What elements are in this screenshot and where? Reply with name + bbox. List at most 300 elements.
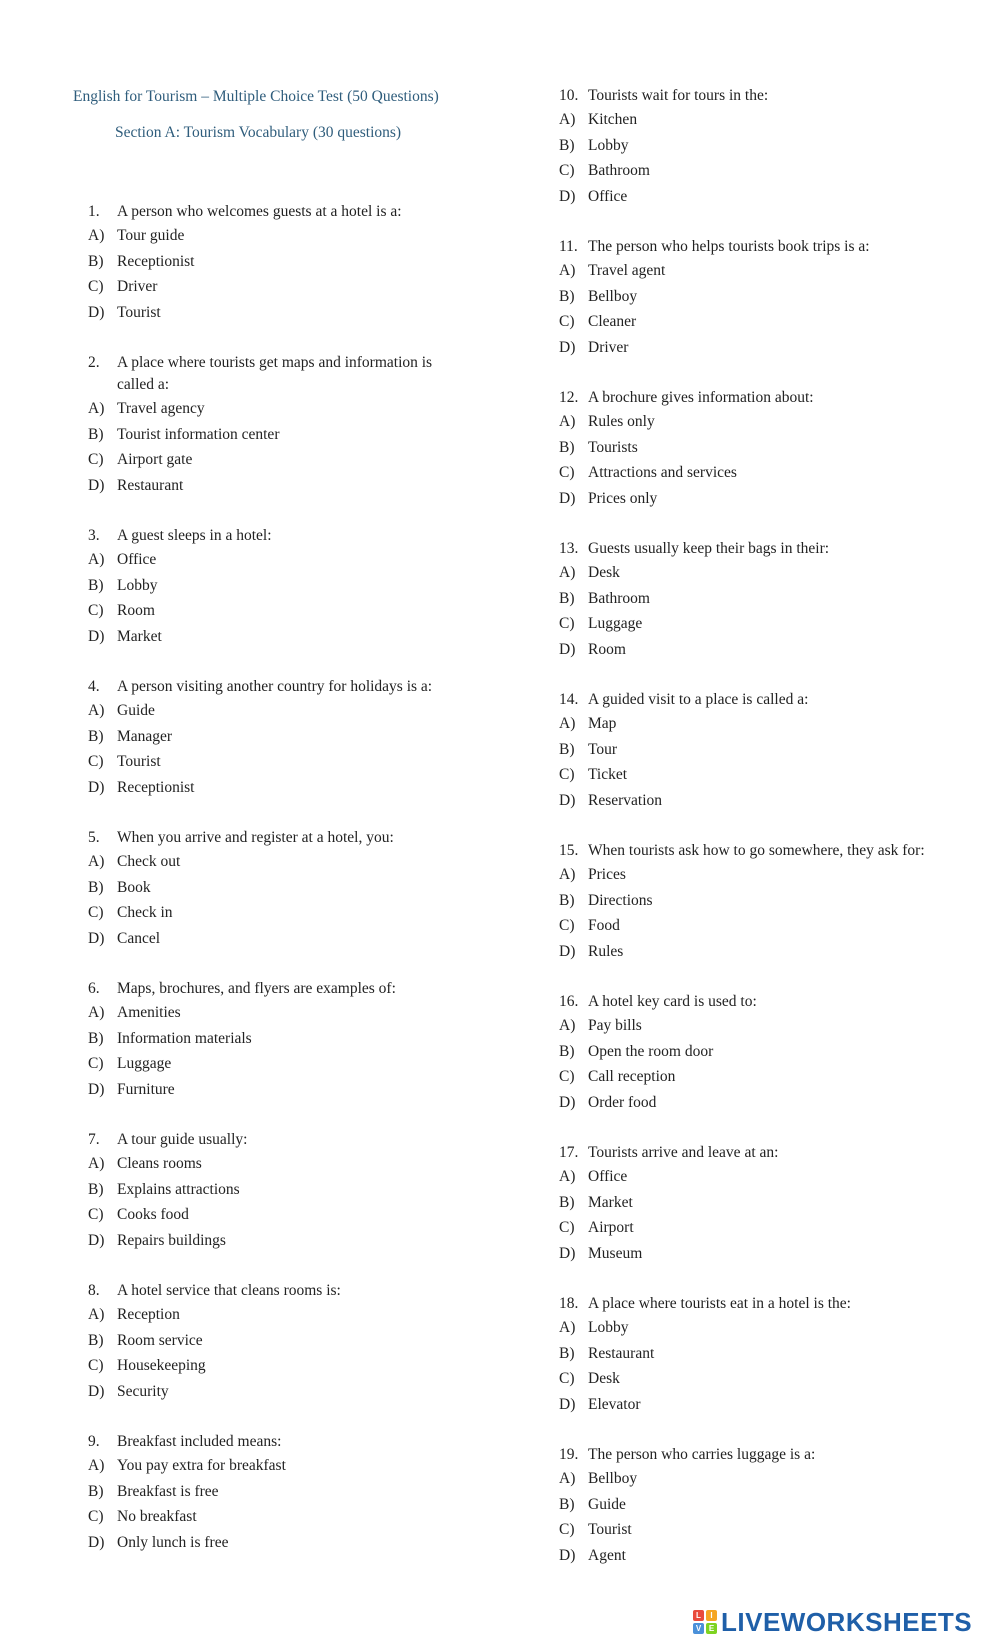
answer-option[interactable] [559, 1190, 969, 1216]
answer-option[interactable] [559, 1039, 969, 1065]
option-letter: D) [88, 303, 105, 321]
answer-option[interactable] [559, 560, 969, 586]
option-text: Information materials [117, 1029, 252, 1047]
answer-option[interactable] [88, 1302, 468, 1328]
answer-option[interactable] [88, 875, 468, 901]
option-text: Only lunch is free [117, 1533, 229, 1551]
answer-option[interactable] [88, 547, 468, 573]
answer-option[interactable] [88, 249, 468, 275]
option-text: Agent [588, 1546, 626, 1564]
answer-option[interactable] [88, 1228, 468, 1254]
answer-option[interactable] [88, 274, 468, 300]
question-item [559, 1444, 969, 1568]
option-text: Tourist [117, 303, 161, 321]
option-text: Bathroom [588, 162, 650, 179]
option-text: Security [117, 1382, 169, 1400]
option-letter: C) [559, 1219, 575, 1236]
answer-option[interactable] [88, 1379, 468, 1405]
question-text: Breakfast included means: [117, 1433, 282, 1450]
option-text: Lobby [588, 1319, 629, 1336]
question-item [559, 236, 969, 360]
answer-option[interactable] [559, 1090, 969, 1116]
option-text: Housekeeping [117, 1357, 206, 1374]
option-text: Tourist information center [117, 425, 280, 443]
option-text: Book [117, 878, 151, 896]
question-number: 13. [559, 540, 579, 557]
page-title: English for Tourism – Multiple Choice Test (50 Questions) [73, 88, 439, 105]
option-text: Guide [588, 1495, 626, 1513]
option-letter: C) [88, 1508, 104, 1525]
question-stem [88, 827, 468, 849]
question-item [88, 352, 468, 498]
option-text: Tour guide [117, 227, 185, 244]
answer-option[interactable] [88, 849, 468, 875]
option-letter: A) [559, 564, 576, 581]
question-stem [88, 1129, 468, 1151]
option-letter: B) [559, 438, 575, 456]
option-text: Cancel [117, 929, 161, 947]
question-stem [88, 352, 468, 396]
option-text: Luggage [117, 1055, 172, 1072]
option-text: Tour [588, 740, 618, 758]
option-letter: C) [88, 753, 104, 770]
answer-option[interactable] [559, 1315, 969, 1341]
question-item [88, 1280, 468, 1404]
answer-option[interactable] [559, 1241, 969, 1267]
answer-option[interactable] [559, 335, 969, 361]
option-text: Elevator [588, 1395, 641, 1413]
option-text: Pay bills [588, 1017, 642, 1034]
question-item [559, 387, 969, 511]
question-number: 8. [88, 1282, 100, 1299]
option-letter: D) [559, 1244, 576, 1262]
answer-option[interactable] [559, 133, 969, 159]
answer-option[interactable] [88, 1151, 468, 1177]
answer-option[interactable] [559, 409, 969, 435]
option-letter: C) [559, 766, 575, 783]
option-text: Restaurant [117, 476, 184, 494]
question-text: A person visiting another country for holidays is a: [117, 678, 433, 695]
answer-option[interactable] [559, 888, 969, 914]
question-number: 12. [559, 389, 579, 406]
answer-option[interactable] [88, 724, 468, 750]
option-letter: B) [559, 136, 575, 154]
question-number: 18. [559, 1295, 579, 1312]
left-column [88, 201, 468, 1582]
question-stem [559, 1444, 969, 1466]
option-letter: C) [88, 1357, 104, 1374]
question-stem [559, 236, 969, 258]
option-letter: B) [88, 878, 104, 896]
option-letter: D) [88, 1533, 105, 1551]
option-letter: D) [88, 1382, 105, 1400]
answer-option[interactable] [88, 1353, 468, 1379]
question-item [559, 1293, 969, 1417]
option-text: Tourists [588, 438, 638, 456]
option-letter: A) [559, 1168, 576, 1185]
option-text: Bathroom [588, 589, 650, 607]
question-stem [559, 85, 969, 107]
question-text: Tourists wait for tours in the: [588, 87, 769, 104]
option-text: Market [588, 1193, 633, 1211]
option-letter: B) [559, 1344, 575, 1362]
option-letter: A) [559, 111, 576, 128]
answer-option[interactable] [88, 1328, 468, 1354]
question-item [559, 1142, 969, 1266]
option-letter: A) [88, 702, 105, 719]
option-letter: D) [88, 778, 105, 796]
option-text: Bellboy [588, 287, 638, 305]
option-text: Order food [588, 1093, 657, 1111]
question-stem [88, 1431, 468, 1453]
answer-option[interactable] [559, 788, 969, 814]
option-letter: B) [88, 1482, 104, 1500]
option-text: Breakfast is free [117, 1482, 219, 1500]
option-letter: D) [559, 1546, 576, 1564]
option-letter: D) [88, 476, 105, 494]
question-text: A guest sleeps in a hotel: [117, 527, 272, 544]
answer-option[interactable] [559, 762, 969, 788]
option-text: Reception [117, 1306, 180, 1323]
question-stem [88, 1280, 468, 1302]
question-item [88, 201, 468, 325]
option-letter: C) [559, 917, 575, 934]
option-letter: B) [559, 589, 575, 607]
option-letter: B) [88, 1180, 104, 1198]
question-number: 10. [559, 87, 579, 104]
answer-option[interactable] [559, 1492, 969, 1518]
option-letter: A) [559, 866, 576, 883]
option-letter: D) [559, 338, 576, 356]
question-stem [88, 201, 468, 223]
option-letter: A) [88, 1306, 105, 1323]
question-text: When you arrive and register at a hotel, you: [117, 829, 394, 846]
option-letter: B) [559, 740, 575, 758]
option-letter: A) [88, 1155, 105, 1172]
answer-option[interactable] [88, 1453, 468, 1479]
answer-option[interactable] [559, 258, 969, 284]
option-text: Travel agency [117, 400, 205, 417]
option-letter: D) [559, 942, 576, 960]
answer-option[interactable] [88, 1051, 468, 1077]
question-text: A place where tourists get maps and information is called a: [117, 354, 433, 393]
option-letter: C) [559, 162, 575, 179]
answer-option[interactable] [559, 1013, 969, 1039]
question-text: A brochure gives information about: [588, 389, 814, 406]
question-text: Maps, brochures, and flyers are examples of: [117, 980, 396, 997]
question-item [88, 1431, 468, 1555]
answer-option[interactable] [88, 749, 468, 775]
option-letter: A) [88, 1457, 105, 1474]
answer-option[interactable] [559, 1392, 969, 1418]
question-item [559, 85, 969, 209]
liveworksheets-logo[interactable] [693, 1606, 972, 1638]
option-letter: B) [559, 1495, 575, 1513]
question-number: 11. [559, 238, 578, 255]
option-letter: A) [559, 1470, 576, 1487]
question-text: A tour guide usually: [117, 1131, 248, 1148]
option-text: Office [117, 551, 157, 568]
answer-option[interactable] [559, 586, 969, 612]
option-text: Desk [588, 1370, 620, 1387]
answer-option[interactable] [88, 473, 468, 499]
answer-option[interactable] [88, 223, 468, 249]
section-title: Section A: Tourism Vocabulary (30 questions) [115, 124, 402, 141]
answer-option[interactable] [88, 300, 468, 326]
option-text: Manager [117, 727, 173, 745]
option-text: Receptionist [117, 778, 195, 796]
option-text: Rules [588, 942, 624, 960]
option-letter: D) [559, 791, 576, 809]
option-text: Driver [117, 278, 158, 295]
option-text: Market [117, 627, 162, 645]
question-stem [559, 840, 969, 862]
option-text: Lobby [117, 576, 158, 594]
option-letter: B) [88, 576, 104, 594]
question-item [88, 525, 468, 649]
logo-icon [693, 1610, 717, 1634]
logo-square: E [706, 1623, 717, 1634]
question-number: 7. [88, 1131, 100, 1148]
answer-option[interactable] [559, 309, 969, 335]
question-stem [559, 689, 969, 711]
answer-option[interactable] [559, 486, 969, 512]
question-number: 15. [559, 842, 579, 859]
option-letter: B) [88, 1331, 104, 1349]
option-letter: C) [559, 1370, 575, 1387]
option-text: Furniture [117, 1080, 175, 1098]
answer-option[interactable] [88, 624, 468, 650]
answer-option[interactable] [559, 711, 969, 737]
option-letter: D) [88, 929, 105, 947]
option-letter: B) [559, 891, 575, 909]
question-text: The person who carries luggage is a: [588, 1446, 816, 1463]
option-letter: C) [88, 278, 104, 295]
question-number: 4. [88, 678, 100, 695]
answer-option[interactable] [88, 573, 468, 599]
answer-option[interactable] [88, 1000, 468, 1026]
answer-option[interactable] [559, 862, 969, 888]
question-item [559, 538, 969, 662]
option-text: Repairs buildings [117, 1231, 226, 1249]
answer-option[interactable] [559, 939, 969, 965]
option-text: Cleans rooms [117, 1155, 202, 1172]
answer-option[interactable] [88, 1530, 468, 1556]
option-letter: C) [559, 1521, 575, 1538]
question-number: 16. [559, 993, 579, 1010]
question-item [88, 676, 468, 800]
question-number: 1. [88, 203, 100, 220]
option-letter: A) [559, 413, 576, 430]
option-letter: A) [88, 1004, 105, 1021]
option-text: Airport [588, 1219, 634, 1236]
option-text: Ticket [588, 766, 628, 783]
option-text: Room [117, 602, 155, 619]
answer-option[interactable] [559, 1466, 969, 1492]
question-text: A place where tourists eat in a hotel is the: [588, 1295, 851, 1312]
question-number: 17. [559, 1144, 579, 1161]
answer-option[interactable] [559, 158, 969, 184]
option-text: Bellboy [588, 1470, 638, 1487]
answer-option[interactable] [559, 1543, 969, 1569]
answer-option[interactable] [88, 396, 468, 422]
question-number: 6. [88, 980, 100, 997]
question-stem [559, 1293, 969, 1315]
option-letter: A) [559, 262, 576, 279]
option-text: Rules only [588, 413, 655, 430]
option-text: Receptionist [117, 252, 195, 270]
option-letter: A) [88, 227, 105, 244]
option-text: Driver [588, 338, 629, 356]
logo-square: L [693, 1610, 704, 1621]
option-text: Open the room door [588, 1042, 714, 1060]
option-letter: B) [88, 252, 104, 270]
question-number: 3. [88, 527, 100, 544]
option-text: Cooks food [117, 1206, 189, 1223]
question-text: A person who welcomes guests at a hotel is a: [117, 203, 402, 220]
answer-option[interactable] [88, 447, 468, 473]
option-text: Call reception [588, 1068, 676, 1085]
question-stem [559, 991, 969, 1013]
answer-option[interactable] [88, 1177, 468, 1203]
answer-option[interactable] [88, 900, 468, 926]
option-letter: C) [88, 1055, 104, 1072]
option-text: Restaurant [588, 1344, 655, 1362]
option-letter: A) [559, 715, 576, 732]
answer-option[interactable] [559, 913, 969, 939]
question-text: Tourists arrive and leave at an: [588, 1144, 779, 1161]
question-text: The person who helps tourists book trips is a: [588, 238, 870, 255]
option-text: Museum [588, 1244, 643, 1262]
option-letter: D) [559, 1093, 576, 1111]
option-text: Food [588, 917, 620, 934]
question-number: 5. [88, 829, 100, 846]
answer-option[interactable] [559, 284, 969, 310]
option-letter: A) [88, 853, 105, 870]
option-text: Guide [117, 702, 155, 719]
option-letter: D) [88, 1080, 105, 1098]
answer-option[interactable] [559, 184, 969, 210]
question-text: When tourists ask how to go somewhere, they ask for: [588, 842, 925, 859]
option-text: Reservation [588, 791, 663, 809]
answer-option[interactable] [559, 637, 969, 663]
option-text: Airport gate [117, 451, 193, 468]
option-letter: B) [559, 1042, 575, 1060]
answer-option[interactable] [559, 460, 969, 486]
question-item [88, 827, 468, 951]
option-text: Travel agent [588, 262, 666, 279]
question-number: 19. [559, 1446, 579, 1463]
question-item [88, 1129, 468, 1253]
question-number: 2. [88, 354, 100, 371]
option-text: Directions [588, 891, 653, 909]
question-item [559, 689, 969, 813]
answer-option[interactable] [88, 1202, 468, 1228]
question-stem [88, 978, 468, 1000]
question-text: A hotel key card is used to: [588, 993, 757, 1010]
option-letter: A) [88, 400, 105, 417]
answer-option[interactable] [559, 1341, 969, 1367]
answer-option[interactable] [559, 737, 969, 763]
option-text: Explains attractions [117, 1180, 240, 1198]
option-text: No breakfast [117, 1508, 197, 1525]
option-letter: C) [559, 615, 575, 632]
answer-option[interactable] [559, 1517, 969, 1543]
answer-option[interactable] [559, 435, 969, 461]
question-text: Guests usually keep their bags in their: [588, 540, 830, 557]
option-letter: C) [88, 451, 104, 468]
option-letter: D) [559, 1395, 576, 1413]
question-number: 14. [559, 691, 579, 708]
answer-option[interactable] [88, 775, 468, 801]
answer-option[interactable] [559, 1215, 969, 1241]
answer-option[interactable] [88, 1504, 468, 1530]
option-letter: C) [88, 1206, 104, 1223]
answer-option[interactable] [88, 1479, 468, 1505]
option-text: Map [588, 715, 617, 732]
option-letter: C) [559, 464, 575, 481]
option-text: Amenities [117, 1004, 181, 1021]
option-text: Office [588, 1168, 628, 1185]
logo-square: V [693, 1623, 704, 1634]
answer-option[interactable] [559, 611, 969, 637]
question-text: A guided visit to a place is called a: [588, 691, 809, 708]
option-text: Attractions and services [588, 464, 737, 481]
option-letter: A) [88, 551, 105, 568]
answer-option[interactable] [88, 1026, 468, 1052]
option-letter: D) [559, 640, 576, 658]
option-letter: D) [88, 627, 105, 645]
question-stem [559, 387, 969, 409]
option-letter: B) [88, 425, 104, 443]
question-item [559, 991, 969, 1115]
answer-option[interactable] [559, 1164, 969, 1190]
answer-option[interactable] [88, 422, 468, 448]
answer-option[interactable] [88, 926, 468, 952]
option-text: Room service [117, 1331, 203, 1349]
right-column [559, 85, 969, 1595]
option-letter: C) [88, 904, 104, 921]
option-letter: D) [559, 187, 576, 205]
answer-option[interactable] [559, 1064, 969, 1090]
option-letter: A) [559, 1017, 576, 1034]
option-letter: D) [559, 489, 576, 507]
option-letter: B) [88, 727, 104, 745]
logo-text: LIVEWORKSHEETS [721, 1606, 973, 1637]
answer-option[interactable] [88, 698, 468, 724]
question-stem [88, 525, 468, 547]
option-text: Prices only [588, 489, 658, 507]
answer-option[interactable] [559, 1366, 969, 1392]
option-text: Office [588, 187, 628, 205]
option-text: You pay extra for breakfast [117, 1457, 286, 1474]
question-stem [88, 676, 468, 698]
answer-option[interactable] [559, 107, 969, 133]
option-text: Tourist [117, 753, 161, 770]
option-text: Check out [117, 853, 181, 870]
answer-option[interactable] [88, 1077, 468, 1103]
logo-square: I [706, 1610, 717, 1621]
option-letter: C) [559, 313, 575, 330]
question-number: 9. [88, 1433, 100, 1450]
option-letter: D) [88, 1231, 105, 1249]
question-stem [559, 538, 969, 560]
option-text: Tourist [588, 1521, 632, 1538]
option-letter: C) [88, 602, 104, 619]
answer-option[interactable] [88, 598, 468, 624]
question-item [559, 840, 969, 964]
option-text: Check in [117, 904, 173, 921]
